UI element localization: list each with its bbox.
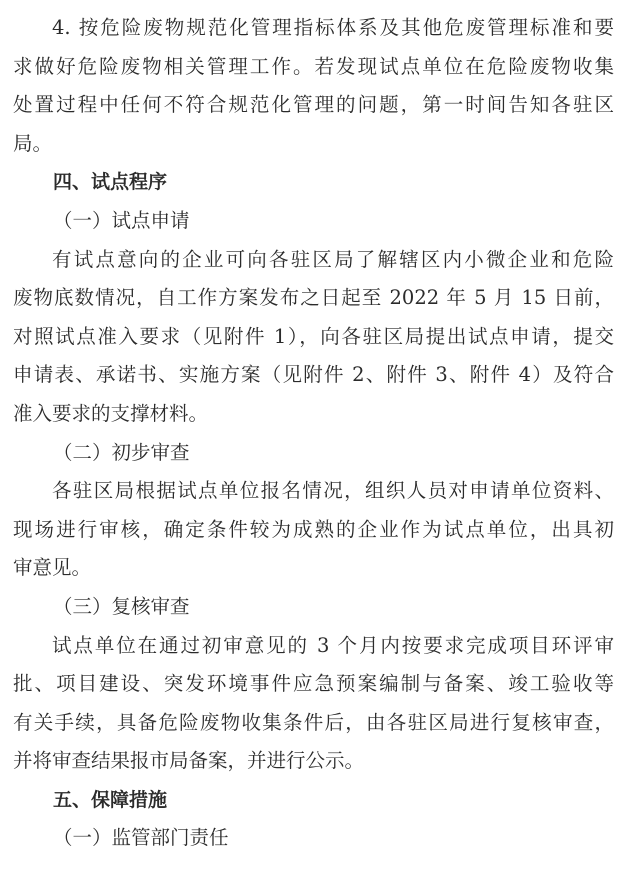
trial-application-paragraph	[13, 241, 614, 434]
paragraph-line: 废物底数情况，自工作方案发布之日起至 2022 年 5 月 15 日前，	[13, 286, 614, 310]
section-5-heading: 五、保障措施	[53, 788, 168, 811]
paragraph-line: 有试点意向的企业可向各驻区局了解辖区内小微企业和危险	[52, 247, 614, 271]
paragraph-line: 准入要求的支撑材料。	[13, 401, 209, 425]
paragraph-line: 处置过程中任何不符合规范化管理的问题，第一时间告知各驻区	[13, 93, 614, 117]
paragraph-line: 各驻区局根据试点单位报名情况，组织人员对申请单位资料、	[52, 479, 614, 503]
subsection-regulator-responsibility-heading: （一）监管部门责任	[53, 826, 229, 850]
re-examination-paragraph	[13, 627, 614, 781]
paragraph-line: 4. 按危险废物规范化管理指标体系及其他危废管理标准和要	[52, 16, 614, 39]
paragraph-line: 对照试点准入要求（见附件 1），向各驻区局提出试点申请，提交	[13, 324, 614, 348]
paragraph-line: 审意见。	[13, 556, 92, 580]
preliminary-review-paragraph	[13, 472, 614, 588]
paragraph-line: 试点单位在通过初审意见的 3 个月内按要求完成项目环评审	[52, 633, 614, 657]
paragraph-line: 现场进行审核，确定条件较为成熟的企业作为试点单位，出具初	[13, 517, 614, 541]
top-margin	[13, 0, 614, 9]
subsection-preliminary-review-heading: （二）初步审查	[53, 440, 190, 464]
subsection-trial-application-heading: （一）试点申请	[53, 208, 190, 232]
paragraph-line: 求做好危险废物相关管理工作。若发现试点单位在危险废物收集	[13, 54, 614, 78]
paragraph-line: 申请表、承诺书、实施方案（见附件 2、附件 3、附件 4）及符合	[13, 363, 614, 387]
section-4-heading: 四、试点程序	[53, 171, 168, 194]
paragraph-line: 局。	[13, 131, 53, 155]
item-4-paragraph	[13, 9, 614, 163]
paragraph-line: 有关手续，具备危险废物收集条件后，由各驻区局进行复核审查，	[13, 710, 614, 734]
paragraph-line: 并将审查结果报市局备案，并进行公示。	[13, 749, 365, 773]
paragraph-line: 批、项目建设、突发环境事件应急预案编制与备案、竣工验收等	[13, 672, 614, 696]
subsection-re-examination-heading: （三）复核审查	[53, 594, 190, 618]
